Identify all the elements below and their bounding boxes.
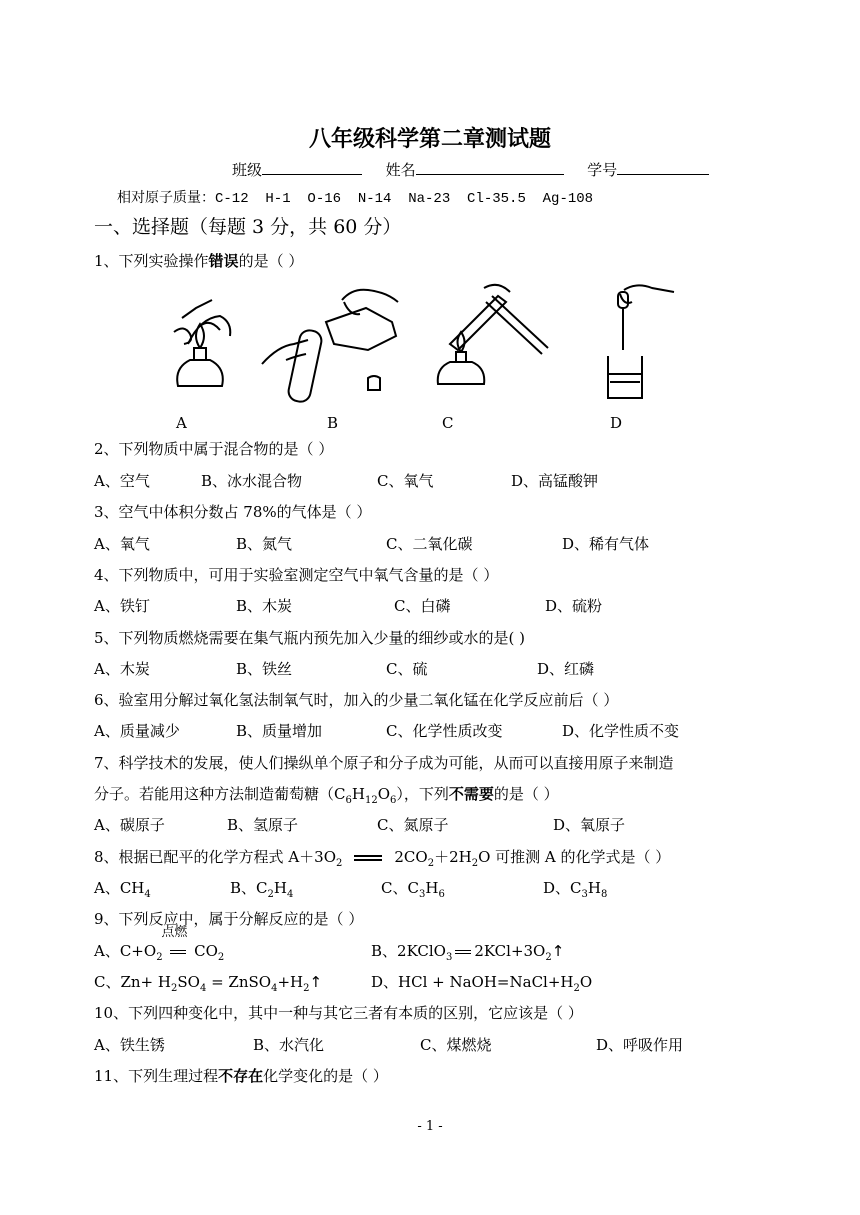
atomic-mass-line: 相对原子质量：C-12 H-1 O-16 N-14 Na-23 Cl-35.5 Ag-108 — [117, 191, 594, 207]
q7-option-c[interactable]: C、氮原子 — [377, 816, 449, 834]
q4-option-a[interactable]: A、铁钉 — [94, 597, 150, 615]
question-3: 3、空气中体积分数占 78%的气体是（ ） — [94, 503, 372, 521]
question-8: 8、根据已配平的化学方程式 $A+3O_2$ $2CO_2+2H_2O$ 可推测 A 的化学式是（ ） — [94, 848, 671, 869]
figure-b-label: B — [327, 414, 339, 432]
q7-stem: 分子。若能用这种方法制造葡萄糖（C — [94, 785, 346, 803]
question-7-line1: 7、科学技术的发展，使人们操纵单个原子和分子成为可能，从而可以直接用原子来制造 — [94, 754, 674, 772]
q9-option-a[interactable]: A、$C+O_2$ 点燃 $CO_2$ — [94, 925, 225, 963]
q8-product-1: 2CO — [394, 848, 428, 866]
figure-a-lighting-lamp — [160, 278, 250, 403]
q4-option-c[interactable]: C、白磷 — [394, 597, 451, 615]
figure-c-heating-tube — [428, 278, 558, 403]
q10-option-d[interactable]: D、呼吸作用 — [596, 1036, 684, 1054]
q7-option-d[interactable]: D、氧原子 — [553, 816, 626, 834]
q6-option-d[interactable]: D、化学性质不变 — [562, 722, 680, 740]
q11-bold: 不存在 — [218, 1067, 264, 1085]
class-label: 班级 — [232, 161, 263, 179]
q7-option-a[interactable]: A、碳原子 — [94, 816, 165, 834]
q7-stem-mid: ），下列 — [396, 785, 449, 803]
question-1 — [94, 251, 303, 271]
id-label: 学号 — [587, 161, 618, 179]
figure-d-dropper — [596, 278, 686, 403]
reaction-condition: 点燃 — [161, 925, 188, 940]
q7-stem-end: 的是（ ） — [493, 785, 559, 803]
question-10: 10、下列四种变化中，其中一种与其它三者有本质的区别，它应该是（ ） — [94, 1004, 583, 1022]
q6-option-c[interactable]: C、化学性质改变 — [386, 722, 503, 740]
q9-option-c[interactable]: C、$Zn+ H_2SO_4$ = $ZnSO_4+H_2↑$ — [94, 973, 323, 994]
question-2: 2、下列物质中属于混合物的是（ ） — [94, 440, 334, 458]
q7-option-b[interactable]: B、氢原子 — [227, 816, 299, 834]
q3-option-a[interactable]: A、氧气 — [94, 535, 150, 553]
q2-option-c[interactable]: C、氧气 — [377, 472, 434, 490]
q6-option-a[interactable]: A、质量减少 — [94, 722, 180, 740]
q8-option-b[interactable]: B、$C_2H_4$ — [230, 879, 294, 900]
q2-option-d[interactable]: D、高锰酸钾 — [511, 472, 599, 490]
section-heading: 一、选择题（每题 3 分，共 60 分） — [94, 216, 402, 238]
q5-option-a[interactable]: A、木炭 — [94, 660, 150, 678]
q8-option-d[interactable]: D、$C_3H_8$ — [543, 879, 608, 900]
id-blank — [617, 160, 709, 175]
q3-option-b[interactable]: B、氮气 — [236, 535, 293, 553]
q5-option-b[interactable]: B、铁丝 — [236, 660, 293, 678]
q10-option-c[interactable]: C、煤燃烧 — [420, 1036, 492, 1054]
q8-option-c[interactable]: C、$C_3H_6$ — [381, 879, 445, 900]
q11-stem-end: 化学变化的是（ ） — [263, 1067, 388, 1085]
question-5: 5、下列物质燃烧需要在集气瓶内预先加入少量的细纱或水的是( ) — [94, 629, 526, 647]
q7-bold: 不需要 — [448, 785, 494, 803]
q3-option-c[interactable]: C、二氧化碳 — [386, 535, 473, 553]
q8-stem: 8、根据已配平的化学方程式 A＋3O — [94, 848, 336, 866]
page-number: - 1 - — [417, 1119, 443, 1134]
figure-a-label: A — [176, 414, 187, 432]
question-7-line2: 分子。若能用这种方法制造葡萄糖$(C_6H_{12}O_6)$，下列不需要的是（ ） — [94, 785, 559, 806]
question-9: 9、下列反应中，属于分解反应的是（ ） — [94, 910, 364, 928]
q1-stem-end: 的是（ ） — [238, 252, 304, 270]
class-blank — [262, 160, 362, 175]
q2-option-a[interactable]: A、空气 — [94, 472, 150, 490]
q2-option-b[interactable]: B、冰水混合物 — [201, 472, 303, 490]
q1-bold: 错误 — [208, 252, 239, 270]
q8-product-2: ＋2H — [434, 848, 472, 866]
page-title: 八年级科学第二章测试题 — [308, 127, 551, 152]
equals-sign — [354, 855, 382, 861]
q5-option-d[interactable]: D、红磷 — [537, 660, 595, 678]
q1-stem: 1、下列实验操作 — [94, 252, 209, 270]
q9-option-b[interactable]: B、2KClO$_3$ $2KCl+3O_2↑$ — [371, 942, 565, 963]
q8-stem-end: O 可推测 A 的化学式是（ ） — [478, 848, 671, 866]
name-blank — [416, 160, 564, 175]
q9-option-d[interactable]: D、HCl + $NaOH=NaCl+H_2O$ — [371, 973, 593, 994]
question-6: 6、验室用分解过氧化氢法制氧气时，加入的少量二氧化锰在化学反应前后（ ） — [94, 691, 619, 709]
q4-option-d[interactable]: D、硫粉 — [545, 597, 603, 615]
q3-option-d[interactable]: D、稀有气体 — [562, 535, 650, 553]
q5-option-c[interactable]: C、硫 — [386, 660, 428, 678]
q6-option-b[interactable]: B、质量增加 — [236, 722, 323, 740]
q10-option-a[interactable]: A、铁生锈 — [94, 1036, 165, 1054]
q10-option-b[interactable]: B、水汽化 — [253, 1036, 325, 1054]
figure-d-label: D — [610, 414, 623, 432]
name-label: 姓名 — [385, 161, 416, 179]
question-4: 4、下列物质中，可用于实验室测定空气中氧气含量的是（ ） — [94, 566, 499, 584]
figure-c-label: C — [442, 414, 454, 432]
q4-option-b[interactable]: B、木炭 — [236, 597, 293, 615]
q8-option-a[interactable]: A、$CH_4$ — [94, 879, 151, 900]
question-11 — [94, 1066, 388, 1086]
figure-b-pouring-liquid — [256, 278, 406, 413]
q11-stem: 11、下列生理过程 — [94, 1067, 219, 1085]
student-info-line — [232, 160, 709, 180]
